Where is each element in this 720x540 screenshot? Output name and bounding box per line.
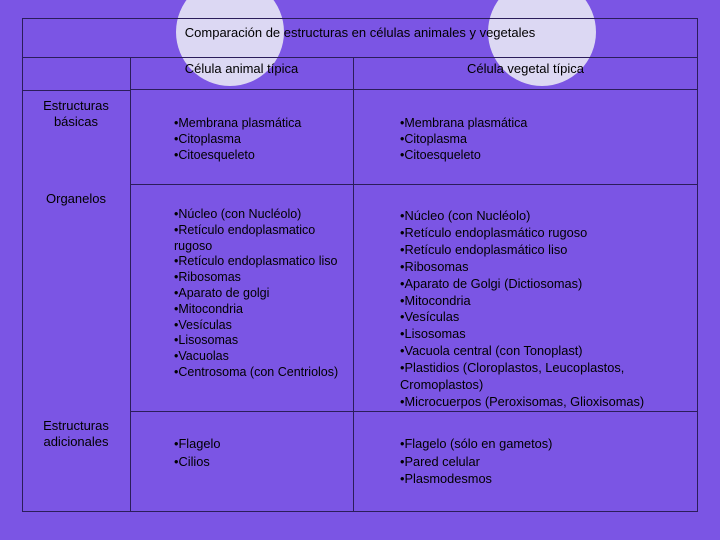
list-item: •Plastidios (Cloroplastos, Leucoplastos, Cromoplastos) [400,360,625,393]
list-item: •Plasmodesmos [400,471,492,486]
column-header-animal: Célula animal típica [184,61,299,76]
page-title: Comparación de estructuras en células animales y vegetales [184,25,536,40]
row-label-organelos: Organelos [46,191,106,206]
list-item: •Aparato de golgi [174,285,270,300]
list-item: •Aparato de Golgi (Dictiosomas) [400,275,583,291]
cell-basicas-vegetal [400,116,690,163]
list-item: •Núcleo (con Nucléolo) [174,207,302,221]
grid-line [130,411,698,412]
list-item: •Membrana plasmática [174,116,302,130]
cell-organelos-animal [174,207,352,381]
list-item: •Ribosomas [400,258,469,274]
list-item: •Citoplasma [400,131,467,146]
column-header-vegetal: Célula vegetal típica [466,61,585,76]
grid-line [130,184,698,185]
grid-line [130,89,698,90]
cell-basicas-animal [174,116,349,163]
list-item: •Citoesqueleto [400,147,481,162]
cell-adicionales-animal [174,435,349,470]
row-label-basicas: Estructuras básicas [43,98,109,129]
list-item: •Citoesqueleto [174,147,255,162]
list-item: •Mitocondria [400,292,471,308]
list-item: •Vacuolas [174,349,229,364]
list-item: •Lisosomas [400,326,466,342]
list-item: •Vacuola central (con Tonoplast) [400,343,583,359]
list-item: •Retículo endoplasmático liso [400,241,568,257]
cell-adicionales-vegetal [400,435,690,488]
list-item: •Retículo endoplasmático rugoso [400,224,588,240]
cell-organelos-vegetal [400,208,670,411]
list-item: •Membrana plasmática [400,116,528,130]
list-item: •Retículo endoplasmatico liso [174,254,338,269]
list-item: •Citoplasma [174,131,241,146]
list-item: •Pared celular [400,453,480,469]
list-item: •Microcuerpos (Peroxisomas, Glioxisomas) [400,393,645,409]
list-item: •Mitocondria [174,301,243,316]
grid-line [22,90,130,91]
list-item: •Retículo endoplasmatico rugoso [174,222,316,253]
list-item: •Flagelo (sólo en gametos) [400,436,553,451]
grid-line [130,58,131,512]
list-item: •Ribosomas [174,270,241,285]
list-item: •Cilios [174,453,210,469]
list-item: •Núcleo (con Nucléolo) [400,208,531,223]
grid-line [353,58,354,512]
list-item: •Lisosomas [174,333,239,348]
list-item: •Centrosoma (con Centriolos) [174,364,339,379]
list-item: •Vesículas [400,309,460,325]
list-item: •Vesículas [174,317,232,332]
list-item: •Flagelo [174,436,221,451]
row-label-adicionales: Estructuras adicionales [43,418,109,449]
